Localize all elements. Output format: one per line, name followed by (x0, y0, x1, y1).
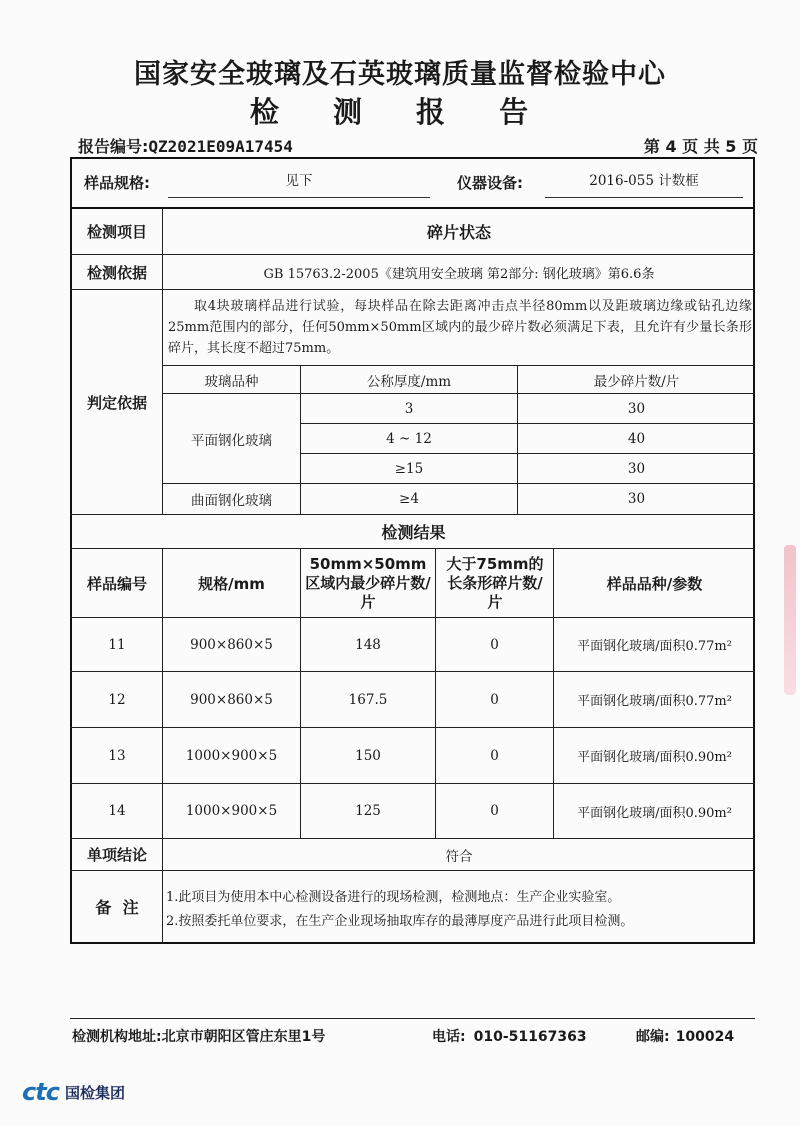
underline (168, 197, 430, 198)
result-long-fragments: 0 (490, 747, 499, 764)
report-title: 检 测 报 告 (249, 95, 551, 129)
report-number-value: QZ2021E09A17454 (148, 137, 293, 156)
criteria-text: 取4块玻璃样品进行试验，每块样品在除去距离冲击点半径80mm以及距玻璃边缘或钻孔边缘25mm范围内的部分，任何50mm×50mm区域内的最少碎片数必须满足下表，且允许有少量长条形碎片，其长度不超过75mm。 (168, 299, 752, 356)
criteria-min-count: 30 (627, 400, 646, 417)
sample-spec-value: 见下 (285, 173, 313, 189)
remark-note: 1.此项目为使用本中心检测设备进行的现场检测，检测地点：生产企业实验室。 (166, 890, 621, 905)
results-header-min-fragments: 50mm×50mm区域内最少碎片数/片 (305, 554, 431, 611)
result-long-fragments: 0 (490, 636, 499, 653)
result-variety: 平面钢化玻璃/面积0.90m² (577, 805, 732, 821)
page-info: 第 4 页 共 5 页 (643, 137, 758, 156)
criteria-thickness: ≥15 (394, 460, 424, 477)
divider (70, 289, 755, 290)
phone-label: 电话: (432, 1029, 466, 1045)
seal-stain (784, 545, 796, 695)
results-header-variety: 样品品种/参数 (606, 574, 703, 593)
postcode-label: 邮编: (636, 1029, 670, 1045)
report-number (78, 134, 293, 157)
ctc-logo-mark: ctc (22, 1078, 59, 1106)
divider (70, 870, 755, 871)
criteria-curved-glass: 曲面钢化玻璃 (191, 493, 272, 509)
results-header-long-fragments: 大于75mm的长条形碎片数/片 (446, 554, 544, 611)
underline (545, 197, 743, 198)
ctc-logo-text: 国检集团 (64, 1083, 125, 1102)
criteria-thickness: ≥4 (399, 491, 419, 507)
result-id: 13 (108, 747, 126, 764)
result-size: 900×860×5 (190, 691, 273, 708)
criteria-header-min-count: 最少碎片数/片 (593, 373, 680, 390)
address-label: 检测机构地址: (72, 1029, 162, 1045)
footer-postcode (636, 1026, 734, 1046)
result-size: 900×860×5 (190, 636, 273, 653)
address-value: 北京市朝阳区管庄东里1号 (161, 1029, 326, 1045)
criteria-header-thickness: 公称厚度/mm (366, 373, 452, 390)
test-basis-value: GB 15763.2-2005《建筑用安全玻璃 第2部分: 钢化玻璃》第6.6条 (263, 266, 655, 282)
result-id: 12 (108, 691, 126, 708)
result-min-fragments: 167.5 (348, 691, 388, 708)
equipment-value: 2016-055 计数框 (589, 173, 699, 189)
sample-spec-label: 样品规格: (84, 173, 150, 192)
criteria-min-count: 40 (627, 430, 646, 447)
footer-phone (432, 1026, 587, 1046)
criteria-flat-glass: 平面钢化玻璃 (191, 432, 272, 449)
conclusion-label: 单项结论 (86, 846, 147, 864)
result-min-fragments: 150 (355, 747, 381, 764)
conclusion-value: 符合 (445, 848, 473, 865)
test-basis-label: 检测依据 (86, 263, 147, 282)
results-header-size: 规格/mm (198, 574, 265, 593)
result-id: 11 (108, 636, 126, 653)
remarks-notes (166, 886, 756, 934)
result-min-fragments: 148 (355, 636, 381, 653)
test-item-label: 检测项目 (86, 222, 147, 241)
result-min-fragments: 125 (355, 803, 381, 819)
postcode-value: 100024 (675, 1029, 735, 1045)
result-size: 1000×900×5 (185, 803, 278, 819)
criteria-header-variety: 玻璃品种 (204, 373, 259, 390)
results-header-id: 样品编号 (86, 574, 147, 593)
result-long-fragments: 0 (490, 803, 499, 819)
footer-address (72, 1026, 325, 1046)
criteria-thickness: 4 ~ 12 (386, 430, 432, 447)
equipment-label: 仪器设备: (457, 173, 523, 192)
phone-value: 010-51167363 (473, 1029, 587, 1045)
ctc-logo (22, 1078, 125, 1106)
report-number-label: 报告编号: (78, 137, 149, 156)
criteria-min-count: 30 (627, 491, 646, 507)
footer-rule (70, 1018, 755, 1019)
result-variety: 平面钢化玻璃/面积0.90m² (577, 750, 732, 765)
test-item-value: 碎片状态 (426, 222, 491, 242)
criteria-label: 判定依据 (86, 393, 147, 412)
results-title: 检测结果 (381, 523, 446, 542)
remarks-label: 备 注 (95, 898, 139, 917)
result-variety: 平面钢化玻璃/面积0.77m² (577, 694, 732, 709)
remark-note: 2.按照委托单位要求，在生产企业现场抽取库存的最薄厚度产品进行此项目检测。 (166, 914, 634, 929)
criteria-min-count: 30 (627, 460, 646, 477)
criteria-thickness: 3 (404, 400, 414, 417)
result-variety: 平面钢化玻璃/面积0.77m² (577, 639, 732, 654)
result-long-fragments: 0 (490, 691, 499, 708)
org-title: 国家安全玻璃及石英玻璃质量监督检验中心 (134, 59, 666, 90)
result-id: 14 (108, 803, 126, 819)
result-size: 1000×900×5 (185, 747, 278, 764)
